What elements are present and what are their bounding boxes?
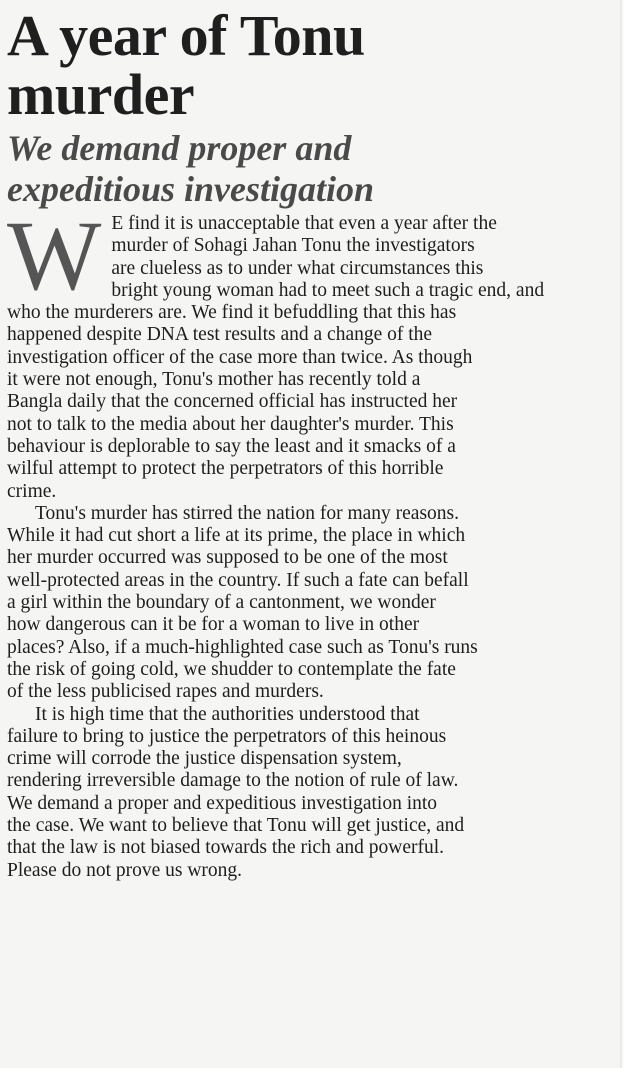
drop-cap: W <box>7 200 102 311</box>
paragraph-line: Bangla daily that the concerned official has instructed her <box>7 391 458 413</box>
paragraph-line: are clueless as to under what circumstances this <box>111 257 484 279</box>
paragraph-line: Tonu's murder has stirred the nation for many reasons. <box>35 502 460 524</box>
paragraph-line: We demand a proper and expeditious investigation into <box>7 792 438 814</box>
paragraph-line: crime. <box>7 480 57 502</box>
paragraph-line: of the less publicised rapes and murders. <box>7 681 324 703</box>
paragraph-3 <box>7 704 610 882</box>
paragraph-line: well-protected areas in the country. If such a fate can befall <box>7 569 469 591</box>
paragraph-1 <box>7 200 610 503</box>
paragraph-line: murder of Sohagi Jahan Tonu the investigators <box>111 235 475 257</box>
paragraph-2 <box>7 503 610 704</box>
paragraph-line: happened despite DNA test results and a change of the <box>7 324 433 346</box>
paragraph-line: the risk of going cold, we shudder to contemplate the fate <box>7 658 456 680</box>
subheadline-line: expeditious investigation <box>7 169 375 209</box>
paragraph-line: failure to bring to justice the perpetrators of this heinous <box>7 725 447 747</box>
paragraph-line: investigation officer of the case more than twice. As though <box>7 346 473 368</box>
headline <box>7 3 610 127</box>
paragraph-line: While it had cut short a life at its prime, the place in which <box>7 525 466 547</box>
paragraph-line: rendering irreversible damage to the notion of rule of law. <box>7 770 459 792</box>
subheadline <box>7 128 610 210</box>
paragraph-line: It is high time that the authorities understood that <box>35 703 420 725</box>
paragraph-line: who the murderers are. We find it befuddling that this has <box>7 302 457 324</box>
paragraph-line: E find it is unacceptable that even a year after the <box>111 213 497 234</box>
paragraph-line: not to talk to the media about her daughter's murder. This <box>7 413 454 435</box>
headline-line: murder <box>7 62 195 127</box>
paragraph-line: her murder occurred was supposed to be one of the most <box>7 547 448 569</box>
paragraph-line: how dangerous can it be for a woman to live in other <box>7 614 420 636</box>
paragraph-line: places? Also, if a much-highlighted case such as Tonu's runs <box>7 636 478 658</box>
paragraph-line: behaviour is deplorable to say the least and it smacks of a <box>7 435 456 457</box>
paragraph-line: Please do not prove us wrong. <box>7 859 243 881</box>
headline-line: A year of Tonu <box>7 3 365 68</box>
subheadline-line: We demand proper and <box>7 128 352 168</box>
paragraph-line: bright young woman had to meet such a tragic end, and <box>111 279 545 301</box>
paragraph-line: it were not enough, Tonu's mother has recently told a <box>7 369 421 391</box>
paragraph-line: wilful attempt to protect the perpetrators of this horrible <box>7 458 444 480</box>
paragraph-line: that the law is not biased towards the rich and powerful. <box>7 837 445 859</box>
paragraph-line: the case. We want to believe that Tonu will get justice, and <box>7 815 465 837</box>
paragraph-line: crime will corrode the justice dispensation system, <box>7 748 402 770</box>
paragraph-line: a girl within the boundary of a cantonment, we wonder <box>7 592 436 614</box>
